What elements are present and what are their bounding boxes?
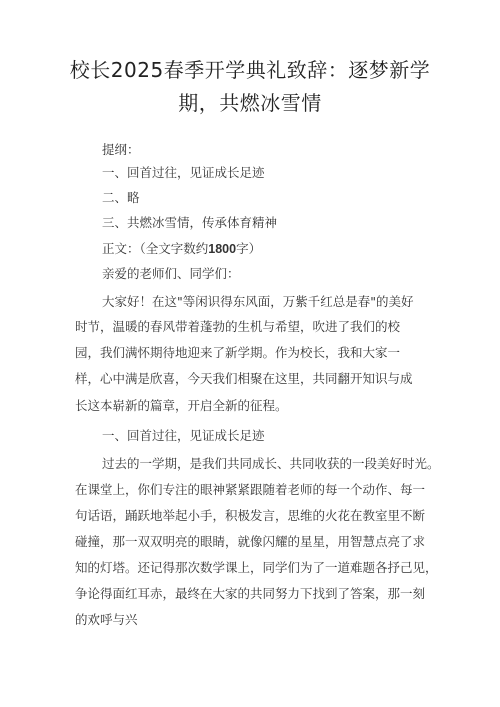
body-word-count: 1800 [208,242,237,256]
paragraph1-line-3: 园，我们满怀期待地迎来了新学期。作为校长，我和大家一 [75,345,401,360]
greeting: 亲爱的老师们、同学们： [102,266,240,281]
outline-item-2: 二、略 [102,190,140,205]
paragraph2-line-6: 争论得面红耳赤，最终在大家的共同努力下找到了答案，那一刻 [75,586,426,601]
body-label [102,239,261,259]
document-title-line-1: 校长2025春季开学典礼致辞：逐梦新学 [69,58,431,82]
paragraph1-line-1: 大家好！在这"等闲识得东风面，万紫千红总是春"的美好 [102,294,414,309]
paragraph2-line-5: 知的灯塔。还记得那次数学课上，同学们为了一道难题各抒己见， [75,560,438,575]
paragraph2-line-2: 在课堂上，你们专注的眼神紧紧跟随着老师的每一个动作、每一 [75,482,426,497]
paragraph2-line-1: 过去的一学期，是我们共同成长、共同收获的一段美好时光。 [102,456,440,471]
paragraph1-line-2: 时节，温暖的春风带着蓬勃的生机与希望，吹进了我们的校 [75,319,401,334]
paragraph2-line-4: 碰撞，那一双双明亮的眼睛，就像闪耀的星星，用智慧点亮了求 [75,534,426,549]
section1-heading: 一、回首过往，见证成长足迹 [102,428,265,443]
paragraph2-line-3: 句话语，踊跃地举起小手，积极发言，思维的火花在教室里不断 [75,508,426,523]
body-label-prefix: 正文：（全文字数约 [102,241,209,256]
document-title-line-2: 期，共燃冰雪情 [178,91,322,115]
outline-item-3: 三、共燃冰雪情，传承体育精神 [102,215,278,230]
body-label-suffix: 字） [236,241,262,256]
paragraph1-line-4: 样，心中满是欣喜，今天我们相聚在这里，共同翻开知识与成 [75,371,413,386]
paragraph1-line-5: 长这本崭新的篇章，开启全新的征程。 [75,398,288,413]
outline-label: 提纲： [102,142,140,157]
paragraph2-line-7: 的欢呼与兴 [75,612,138,627]
outline-item-1: 一、回首过往，见证成长足迹 [102,165,265,180]
